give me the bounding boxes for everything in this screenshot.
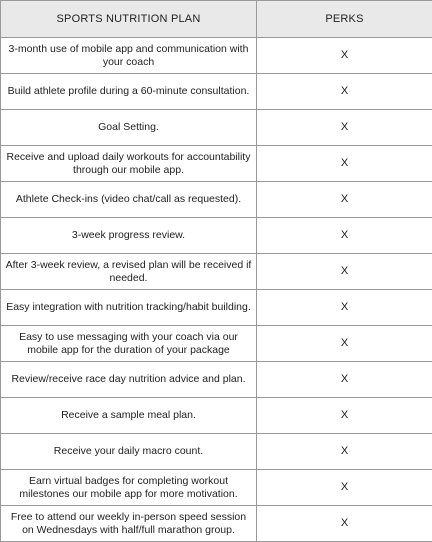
feature-cell: Easy to use messaging with your coach via our mobile app for the duration of your package	[1, 326, 257, 362]
perk-cell: X	[257, 74, 432, 110]
table-row	[1, 290, 432, 326]
feature-cell: Free to attend our weekly in-person speed session on Wednesdays with half/full marathon group.	[1, 506, 257, 542]
feature-cell: 3-week progress review.	[1, 218, 257, 254]
perk-cell: X	[257, 506, 432, 542]
perk-cell: X	[257, 434, 432, 470]
perk-cell: X	[257, 362, 432, 398]
feature-cell: Athlete Check-ins (video chat/call as requested).	[1, 182, 257, 218]
perk-cell: X	[257, 470, 432, 506]
perk-cell: X	[257, 218, 432, 254]
feature-cell: 3-month use of mobile app and communication with your coach	[1, 38, 257, 74]
feature-cell: After 3-week review, a revised plan will be received if needed.	[1, 254, 257, 290]
feature-cell: Receive your daily macro count.	[1, 434, 257, 470]
perk-cell: X	[257, 398, 432, 434]
table-row	[1, 506, 432, 542]
perks-column-header: PERKS	[257, 1, 432, 38]
table-row	[1, 182, 432, 218]
feature-cell: Review/receive race day nutrition advice and plan.	[1, 362, 257, 398]
table-row	[1, 326, 432, 362]
table-row	[1, 362, 432, 398]
perk-cell: X	[257, 146, 432, 182]
perk-cell: X	[257, 38, 432, 74]
table-row	[1, 470, 432, 506]
table-row	[1, 218, 432, 254]
table-row	[1, 110, 432, 146]
table-body	[1, 38, 432, 542]
perk-cell: X	[257, 290, 432, 326]
plan-column-header: SPORTS NUTRITION PLAN	[1, 1, 257, 38]
table-row	[1, 38, 432, 74]
feature-cell: Goal Setting.	[1, 110, 257, 146]
perk-cell: X	[257, 254, 432, 290]
feature-cell: Earn virtual badges for completing workout milestones our mobile app for more motivation.	[1, 470, 257, 506]
feature-cell: Build athlete profile during a 60-minute consultation.	[1, 74, 257, 110]
feature-cell: Easy integration with nutrition tracking/habit building.	[1, 290, 257, 326]
table-row	[1, 434, 432, 470]
perk-cell: X	[257, 110, 432, 146]
table-header-row	[1, 1, 432, 38]
table-row	[1, 398, 432, 434]
table-row	[1, 146, 432, 182]
perk-cell: X	[257, 326, 432, 362]
table-row	[1, 254, 432, 290]
feature-cell: Receive a sample meal plan.	[1, 398, 257, 434]
perk-cell: X	[257, 182, 432, 218]
feature-cell: Receive and upload daily workouts for accountability through our mobile app.	[1, 146, 257, 182]
table-row	[1, 74, 432, 110]
